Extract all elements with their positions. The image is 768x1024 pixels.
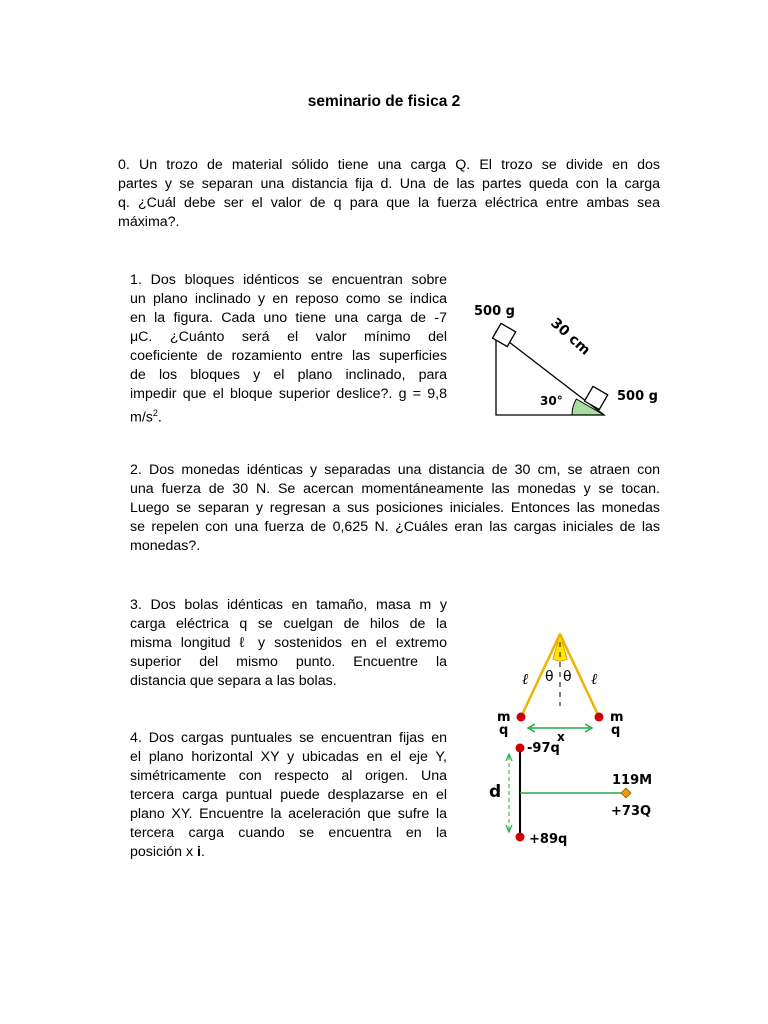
problem-1-line: impedir que el bloque superior deslice?. g = 9,8 <box>130 386 447 402</box>
problem-4-line: simétricamente con respecto al origen. Una <box>130 768 447 784</box>
charge-right-label: q <box>611 723 621 738</box>
problem-0-line: partes y se separan una distancia fija d. Una de las partes queda con la carga <box>118 176 660 192</box>
problem-2-line: se repelen con una fuerza de 0,625 N. ¿Cuáles eran las cargas iniciales de las <box>130 519 660 535</box>
page-title: seminario de fisica 2 <box>307 93 461 110</box>
distance-label: d <box>489 782 502 802</box>
thread-label-right: ℓ <box>591 670 598 688</box>
charge-left-label: q <box>499 723 509 738</box>
separation-label: x <box>557 730 565 744</box>
problem-1-line: coeficiente de rozamiento entre las superficies <box>130 348 447 364</box>
problem-4-line: el plano horizontal XY y ubicadas en el eje Y, <box>130 749 447 765</box>
problem-4-line: 4. Dos cargas puntuales se encuentran fijas en <box>130 730 447 746</box>
problem-2-line: una fuerza de 30 N. Se acercan momentáneamente las monedas y se tocan. <box>130 481 660 497</box>
problem-2-line: monedas?. <box>130 538 201 554</box>
incline-figure <box>468 292 668 424</box>
problem-1-line: 1. Dos bloques idénticos se encuentran sobre <box>130 272 447 288</box>
mass-bottom-label: 500 g <box>617 389 658 404</box>
problem-1-line: en la figura. Cada uno tiene una carga de -7 <box>130 310 447 326</box>
bottom-charge-label: +89q <box>529 832 568 847</box>
problem-2-line: 2. Dos monedas idénticas y separadas una distancia de 30 cm, se atraen con <box>130 462 660 478</box>
problem-1-last-line: $m/s^2$. <box>130 408 162 426</box>
angle-label: 30° <box>540 394 563 408</box>
thread-label-left: ℓ <box>522 670 529 688</box>
problem-4-last-line: posición x i. <box>130 844 205 860</box>
bottom-charge <box>516 833 525 842</box>
top-charge-label: -97q <box>527 741 560 756</box>
third-charge <box>621 788 631 798</box>
problem-3-line: superior del mismo punto. Encuentre la <box>130 654 447 670</box>
problem-3-line: carga eléctrica q se cuelgan de hilos de la <box>130 616 447 632</box>
mass-right-label: m <box>610 710 624 725</box>
problem-4 <box>130 729 447 862</box>
problem-1 <box>130 271 447 428</box>
problem-3-line: 3. Dos bolas idénticas en tamaño, masa m y <box>130 597 447 613</box>
problem-1-line: de los bloques y el plano inclinado, para <box>130 367 447 383</box>
theta-right: θ <box>563 669 572 685</box>
problem-0-line: 0. Un trozo de material sólido tiene una carga Q. El trozo se divide en dos <box>118 157 660 173</box>
problem-3 <box>130 596 447 691</box>
pendulum-charges-figure <box>480 630 670 855</box>
problem-1-line: μC. ¿Cuánto será el valor mínimo del <box>130 329 447 345</box>
theta-left: θ <box>545 669 554 685</box>
mass-top-label: 500 g <box>474 304 515 319</box>
problem-4-line: tercera carga cuando se encuentra en la <box>130 825 447 841</box>
problem-4-line: plano XY. Encuentre la aceleración que sufre la <box>130 806 447 822</box>
ball-right <box>595 713 604 722</box>
problem-0-line: máxima?. <box>118 214 180 230</box>
mass-left-label: m <box>497 710 511 725</box>
problem-3-line: distancia que separa a las bolas. <box>130 673 337 689</box>
problem-1-line: un plano inclinado y en reposo como se indica <box>130 291 447 307</box>
length-label: 30 cm <box>547 315 594 359</box>
problem-2 <box>130 461 660 556</box>
problem-4-line: tercera carga puntual puede desplazarse en el <box>130 787 447 803</box>
ball-left <box>517 713 526 722</box>
problem-0-line: q. ¿Cuál debe ser el valor de q para que la fuerza eléctrica entre ambas sea <box>118 195 660 211</box>
third-charge-label: +73Q <box>611 804 652 819</box>
problem-0 <box>118 156 660 232</box>
third-mass-label: 119M <box>612 773 653 788</box>
problem-2-line: Luego se separan y regresan a sus posiciones iniciales. Entonces las monedas <box>130 500 660 516</box>
problem-3-line: misma longitud ℓ y sostenidos en el extremo <box>130 635 447 651</box>
top-charge <box>516 744 525 753</box>
